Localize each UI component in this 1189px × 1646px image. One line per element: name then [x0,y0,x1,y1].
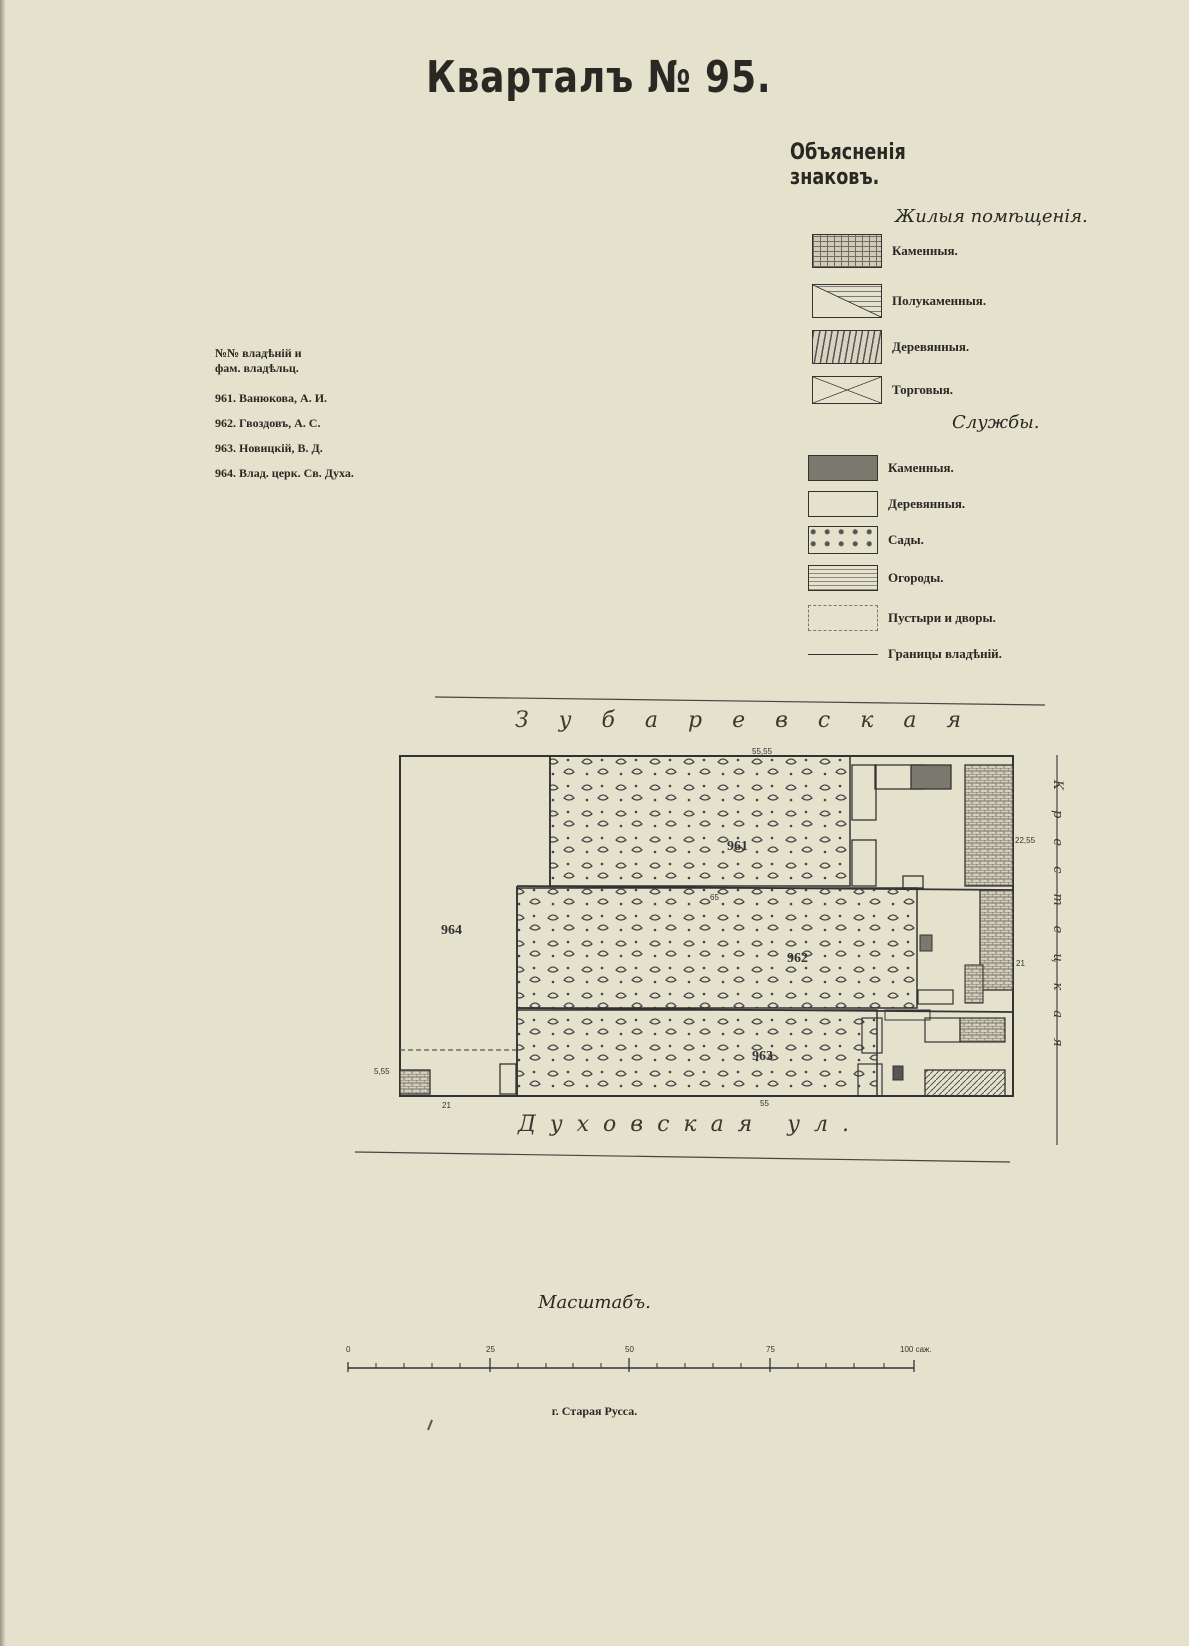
street-name-right: Крестецкая [1050,780,1065,1067]
legend-label: Деревянныя. [888,496,966,511]
legend-residential-heading: Жилыя помѣщенія. [895,206,1088,227]
owners-header-line1: №№ владѣній и [215,346,302,360]
street-line-bottom [355,1152,1010,1162]
scale-tick-label: 0 [346,1345,351,1354]
scale-tick-label: 50 [625,1345,634,1354]
plot-962-garden [517,888,917,1008]
plot-962-stone-house [980,890,1013,990]
legend-label: Каменныя. [888,460,954,475]
plot-label-963: 963 [752,1049,773,1064]
scale-tick-label: 75 [766,1345,775,1354]
street-name-bottom: Духовская ул. [518,1112,864,1137]
legend-label: Границы владѣній. [888,646,1002,661]
dimension-left: 5,55 [374,1067,390,1076]
street-name-top: Зубаревская [515,708,992,733]
plot-961-stone-house [965,765,1013,886]
plot-label-961: 961 [727,839,748,854]
legend-label: Торговыя. [892,382,954,397]
plot-label-962: 962 [787,951,808,966]
scale-tick-label: 25 [486,1345,495,1354]
dimension-middle: 65 [710,893,719,902]
plot-961-garden [550,756,850,886]
scale-title: Масштабъ. [538,1292,651,1313]
dimension-right-upper: 22,55 [1015,836,1036,845]
owner-row: 962. Гвоздовъ, А. С. [215,416,321,430]
legend-label: Каменныя. [892,243,958,258]
owners-header-line2: фам. владѣльц. [215,361,299,375]
legend-label: Пустыри и дворы. [888,610,996,625]
city-name: г. Старая Русса. [551,1404,638,1418]
page-title: Кварталъ № 95. [426,52,772,103]
plot-963-wood-house [925,1070,1005,1096]
owner-row: 961. Ванюкова, А. И. [215,391,328,405]
dimension-bottom: 55 [760,1099,769,1108]
legend-services-heading: Службы. [952,412,1040,433]
scale-tick-label: 100 саж. [900,1345,932,1354]
plot-label-964: 964 [441,923,462,938]
scale-bar [346,1345,932,1372]
plot-963-garden [517,1010,877,1096]
dimension-right-lower: 21 [1016,959,1025,968]
owner-row: 963. Новицкій, В. Д. [215,441,323,455]
owner-row: 964. Влад. церк. Св. Духа. [215,466,354,480]
dimension-top: 55,55 [752,747,773,756]
legend-label: Деревянныя. [892,339,970,354]
plot-964-stone-service [400,1070,430,1094]
dimension-bottom-left: 21 [442,1101,451,1110]
street-line-top [435,697,1045,705]
legend-label: Сады. [888,532,924,547]
legend-label: Огороды. [888,570,944,585]
legend-label: Полукаменныя. [892,293,987,308]
legend-title: Объясненія знаковъ. [790,140,906,190]
